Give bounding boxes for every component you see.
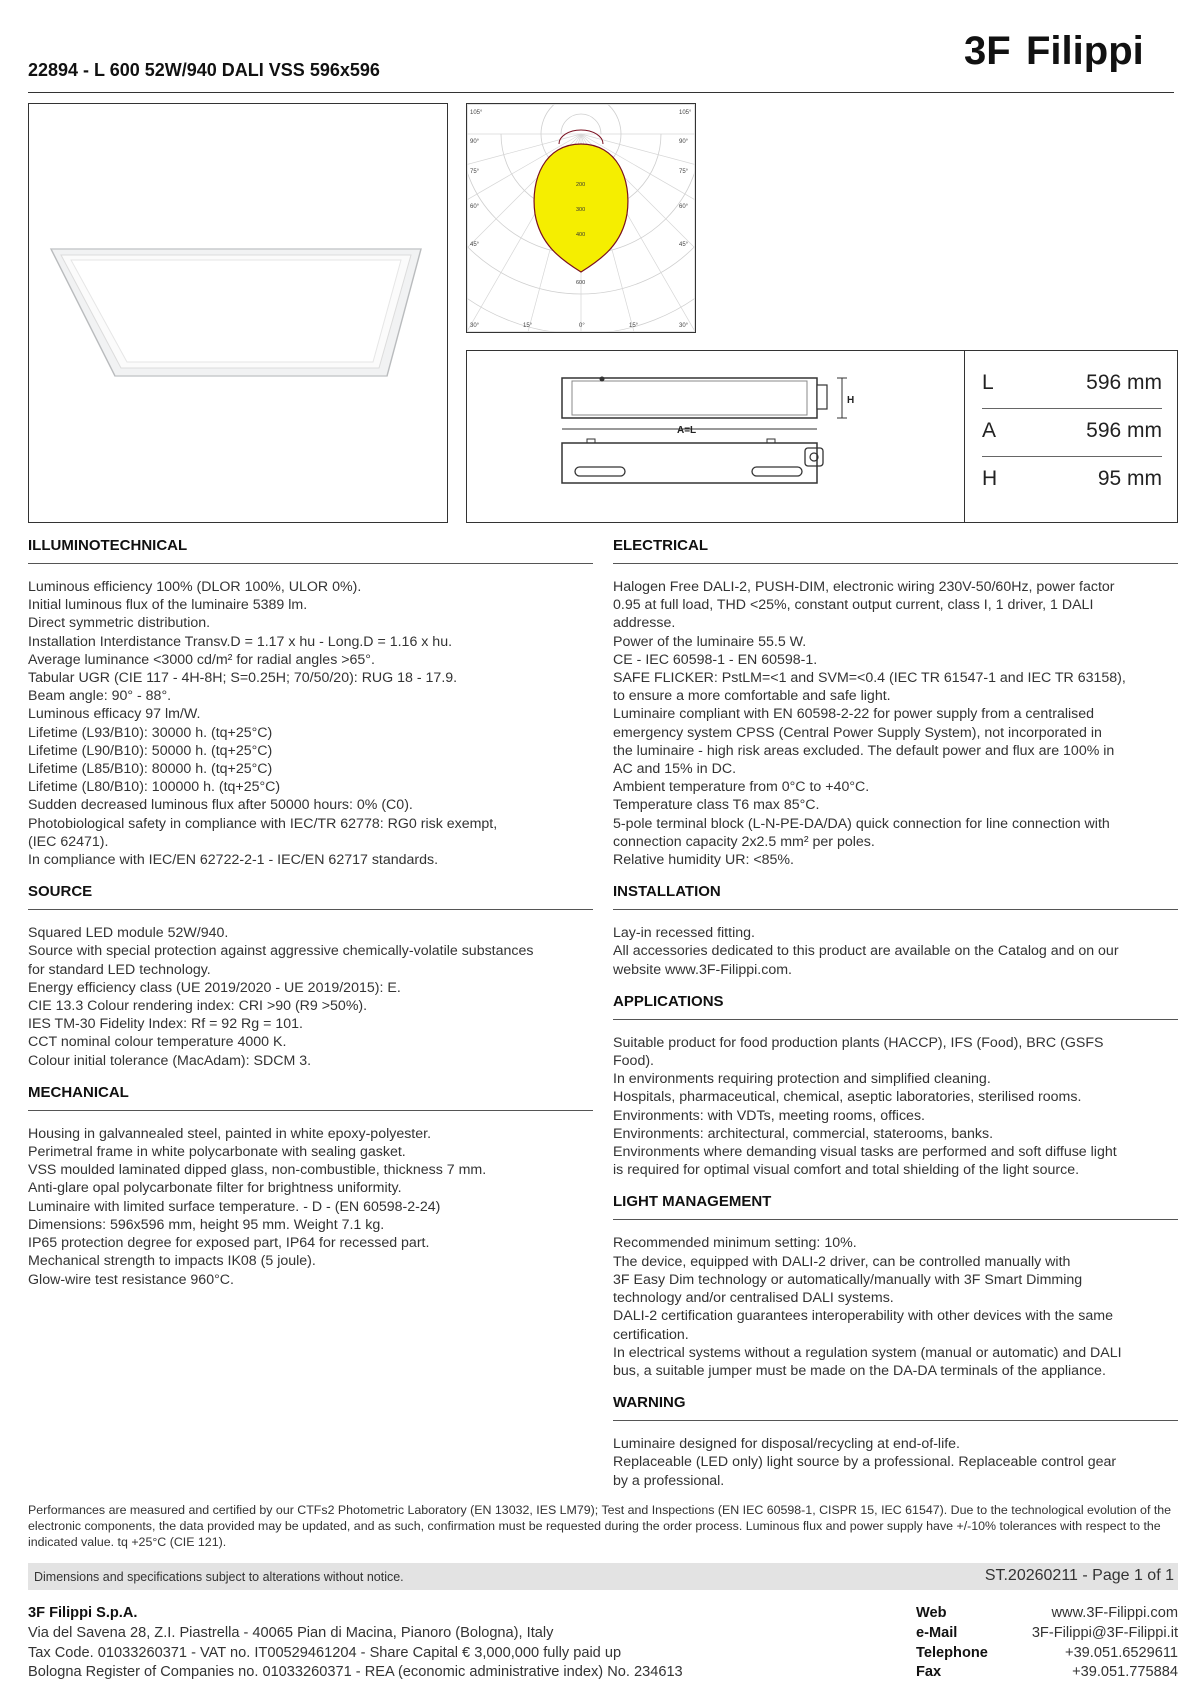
polar-angle-label: 105°	[679, 110, 692, 116]
spec-line: Squared LED module 52W/940.	[28, 925, 229, 942]
section-heading: MECHANICAL	[28, 1084, 593, 1111]
spec-line: DALI-2 certification guarantees interoperability with other devices with the same	[613, 1308, 1113, 1325]
spec-line: Recommended minimum setting: 10%.	[613, 1235, 857, 1252]
polar-angle-label: 90°	[470, 139, 480, 145]
polar-angle-label: 75°	[470, 169, 480, 175]
spec-line: Relative humidity UR: <85%.	[613, 852, 794, 869]
polar-radial-label: 400	[576, 232, 586, 238]
spec-line: IP65 protection degree for exposed part, IP64 for recessed part.	[28, 1235, 430, 1252]
polar-angle-label: 15°	[629, 323, 639, 329]
section-installation	[613, 883, 1178, 979]
spec-line: Replaceable (LED only) light source by a professional. Replaceable control gear	[613, 1454, 1117, 1471]
polar-angle-label: 30°	[679, 323, 689, 329]
spec-line: IES TM-30 Fidelity Index: Rf = 92 Rg = 101.	[28, 1016, 303, 1033]
section-heading: SOURCE	[28, 883, 593, 910]
polar-angle-label: 30°	[470, 323, 480, 329]
dimensions-frame	[466, 350, 1178, 523]
spec-line: certification.	[613, 1326, 689, 1343]
section-heading: APPLICATIONS	[613, 993, 1178, 1020]
spec-line: Average luminance <3000 cd/m² for radial angles >65°.	[28, 651, 375, 668]
spec-line: Initial luminous flux of the luminaire 5389 lm.	[28, 597, 308, 614]
label-h: H	[847, 395, 855, 406]
company-name: 3F Filippi S.p.A.	[28, 1605, 138, 1621]
left-column	[28, 537, 593, 1303]
spec-line: Perimetral frame in white polycarbonate with sealing gasket.	[28, 1144, 406, 1161]
spec-line: Source with special protection against aggressive chemically-volatile substances	[28, 943, 534, 960]
contact-email: e-Mail 3F-Filippi@3F-Filippi.it	[916, 1624, 1178, 1644]
spec-line: for standard LED technology.	[28, 961, 211, 978]
section-electrical	[613, 537, 1178, 869]
page-number: ST.20260211 - Page 1 of 1	[984, 1567, 1174, 1584]
spec-line: 0.95 at full load, THD <25%, constant output current, class I, 1 driver, 1 DALI	[613, 597, 1094, 614]
section-applications	[613, 993, 1178, 1180]
polar-diagram-frame	[466, 103, 696, 333]
polar-angle-label: 75°	[679, 169, 689, 175]
product-image-frame	[28, 103, 448, 523]
spec-line: Housing in galvannealed steel, painted in white epoxy-polyester.	[28, 1125, 432, 1142]
section-heading: LIGHT MANAGEMENT	[613, 1193, 1178, 1220]
spec-line: Environments: with VDTs, meeting rooms, offices.	[613, 1107, 925, 1124]
spec-line: Lay-in recessed fitting.	[613, 925, 755, 942]
spec-line: In environments requiring protection and simplified cleaning.	[613, 1071, 991, 1088]
section-source	[28, 883, 593, 1070]
spec-line: Direct symmetric distribution.	[28, 615, 211, 632]
spec-line: Suitable product for food production plants (HACCP), IFS (Food), BRC (GSFS	[613, 1034, 1104, 1051]
spec-line: Halogen Free DALI-2, PUSH-DIM, electronic wiring 230V-50/60Hz, power factor	[613, 579, 1115, 595]
spec-line: Luminaire with limited surface temperature. - D - (EN 60598-2-24)	[28, 1198, 441, 1215]
polar-angle-label: 60°	[679, 204, 689, 210]
spec-line: AC and 15% in DC.	[613, 761, 737, 778]
spec-line: Colour initial tolerance (MacAdam): SDCM 3.	[28, 1052, 312, 1069]
spec-line: Luminaire designed for disposal/recycling at end-of-life.	[613, 1436, 960, 1453]
section-heading: ILLUMINOTECHNICAL	[28, 537, 593, 564]
product-image	[29, 104, 447, 522]
spec-line: In electrical systems without a regulation system (manual or automatic) and DALI	[613, 1344, 1122, 1361]
spec-line: the luminaire - high risk areas excluded. The default power and flux are 100% in	[613, 742, 1115, 759]
spec-line: to ensure a more comfortable and safe light.	[613, 688, 891, 705]
dimension-row-l: L 596 mm	[982, 371, 1162, 394]
page-title: 22894 - L 600 52W/940 DALI VSS 596x596	[28, 60, 380, 80]
spec-line: Tabular UGR (CIE 117 - 4H-8H; S=0.25H; 70/50/20): RUG 18 - 17.9.	[28, 670, 458, 687]
spec-line: by a professional.	[613, 1472, 725, 1489]
spec-line: Dimensions: 596x596 mm, height 95 mm. Weight 7.1 kg.	[28, 1216, 385, 1233]
tax-line: Tax Code. 01033260371 - VAT no. IT00529461204 - Share Capital € 3,000,000 fully paid up	[28, 1644, 622, 1661]
polar-angle-label: 45°	[470, 242, 480, 248]
section-illuminotechnical	[28, 537, 593, 869]
spec-line: Luminaire compliant with EN 60598-2-22 for power supply from a centralised	[613, 706, 1095, 723]
header-rule	[28, 92, 1174, 93]
polar-ring	[561, 114, 601, 134]
performance-note: Performances are measured and certified by our CTFs2 Photometric Laboratory (EN 13032, IES LM79); Test and Inspections (EN IEC 60598-1, CISPR 15, IEC 61547). Due to the technological evolution of the electronic components, the data provided may be updated, and as such, confirmation must be requested during the order process. Luminous flux and power supply have +/-10% tolerances with respect to the indicated value. tq +25°C (CIE 121).	[28, 1503, 1172, 1549]
address-line: Via del Savena 28, Z.I. Piastrella - 40065 Pian di Macina, Pianoro (Bologna), Italy	[28, 1624, 554, 1641]
spec-line: Power of the luminaire 55.5 W.	[613, 633, 807, 650]
spec-line: The device, equipped with DALI-2 driver, can be controlled manually with	[613, 1253, 1071, 1270]
spec-line: Beam angle: 90° - 88°.	[28, 688, 172, 705]
polar-radial-label: 300	[576, 207, 586, 213]
spec-line: All accessories dedicated to this product are available on the Catalog and on our	[613, 943, 1119, 960]
logo-mark: 3F	[964, 29, 1011, 72]
label-al: A=L	[677, 425, 697, 436]
spec-line: technology and/or centralised DALI systems.	[613, 1290, 894, 1307]
section-heading: WARNING	[613, 1394, 1178, 1421]
polar-diagram	[467, 104, 695, 332]
polar-angle-label: 45°	[679, 242, 689, 248]
polar-angle-label: 15°	[523, 323, 533, 329]
logo-text: Filippi	[1026, 29, 1144, 72]
spec-line: Sudden decreased luminous flux after 50000 hours: 0% (C0).	[28, 797, 413, 814]
polar-radial-label: 600	[576, 280, 586, 286]
spec-line: Temperature class T6 max 85°C.	[613, 797, 820, 814]
spec-line: Luminous efficacy 97 lm/W.	[28, 706, 201, 723]
spec-line: CCT nominal colour temperature 4000 K.	[28, 1034, 287, 1051]
spec-line: Lifetime (L80/B10): 100000 h. (tq+25°C)	[28, 779, 281, 796]
section-heading: INSTALLATION	[613, 883, 1178, 910]
section-heading: ELECTRICAL	[613, 537, 1178, 564]
spec-line: Glow-wire test resistance 960°C.	[28, 1271, 234, 1288]
spec-line: Environments where demanding visual tasks are performed and soft diffuse light	[613, 1144, 1117, 1161]
spec-line: SAFE FLICKER: PstLM=<1 and SVM=<0.4 (IEC TR 61547-1 and IEC TR 63158),	[613, 670, 1126, 687]
polar-angle-label: 0°	[579, 323, 585, 329]
contact-web: Web www.3F-Filippi.com	[916, 1604, 1178, 1624]
spec-line: Anti-glare opal polycarbonate filter for brightness uniformity.	[28, 1180, 402, 1197]
spec-line: connection capacity 2x2.5 mm² per poles.	[613, 833, 875, 850]
section-warning	[613, 1394, 1178, 1490]
contact-telephone: Telephone +39.051.6529611	[916, 1644, 1178, 1661]
polar-angle-label: 90°	[679, 139, 689, 145]
polar-angle-label: 105°	[470, 110, 483, 116]
spec-line: Mechanical strength to impacts IK08 (5 joule).	[28, 1253, 316, 1270]
spec-line: Hospitals, pharmaceutical, chemical, aseptic laboratories, sterilised rooms.	[613, 1089, 1082, 1106]
spec-line: Food).	[613, 1053, 655, 1070]
spec-line: Photobiological safety in compliance with IEC/TR 62778: RG0 risk exempt,	[28, 815, 498, 832]
section-mechanical	[28, 1084, 593, 1289]
spec-line: is required for optimal visual comfort and total shielding of the light source.	[613, 1162, 1080, 1179]
dimension-drawing	[467, 351, 964, 522]
spec-line: CE - IEC 60598-1 - EN 60598-1.	[613, 651, 818, 668]
email-link[interactable]: 3F-Filippi@3F-Filippi.it	[1031, 1624, 1178, 1641]
company-logo	[964, 26, 1174, 72]
spec-line: Lifetime (L85/B10): 80000 h. (tq+25°C)	[28, 761, 273, 778]
spec-line: website www.3F-Filippi.com.	[613, 961, 792, 978]
contact-fax: Fax +39.051.775884	[916, 1664, 1178, 1681]
spec-line: Ambient temperature from 0°C to +40°C.	[613, 779, 870, 796]
notice-text: Dimensions and specifications subject to alterations without notice.	[34, 1570, 404, 1584]
section-light-management	[613, 1193, 1178, 1380]
spec-line: Lifetime (L93/B10): 30000 h. (tq+25°C)	[28, 724, 273, 741]
notice-bar	[28, 1563, 1178, 1590]
polar-radial-label: 200	[576, 182, 586, 188]
footer-contacts	[916, 1604, 1178, 1683]
spec-line: Installation Interdistance Transv.D = 1.17 x hu - Long.D = 1.16 x hu.	[28, 633, 453, 650]
spec-line: 3F Easy Dim technology or automatically/manually with 3F Smart Dimming	[613, 1271, 1083, 1288]
spec-line: VSS moulded laminated dipped glass, non-combustible, thickness 7 mm.	[28, 1162, 487, 1179]
spec-line: Luminous efficiency 100% (DLOR 100%, ULOR 0%).	[28, 579, 362, 595]
spec-line: Lifetime (L90/B10): 50000 h. (tq+25°C)	[28, 742, 273, 759]
web-link[interactable]: www.3F-Filippi.com	[1051, 1605, 1178, 1621]
spec-line: 5-pole terminal block (L-N-PE-DA/DA) quick connection for line connection with	[613, 815, 1110, 832]
dimension-row-a: A 596 mm	[982, 419, 1162, 442]
spec-line: Environments: architectural, commercial, staterooms, banks.	[613, 1125, 994, 1142]
spec-line: addresse.	[613, 615, 676, 632]
spec-line: In compliance with IEC/EN 62722-2-1 - IEC/EN 62717 standards.	[28, 852, 439, 869]
spec-line: (IEC 62471).	[28, 833, 109, 850]
dimension-row-h: H 95 mm	[982, 467, 1162, 490]
right-column	[613, 537, 1178, 1504]
spec-line: bus, a suitable jumper must be made on the DA-DA terminals of the appliance.	[613, 1362, 1106, 1379]
polar-angle-label: 60°	[470, 204, 480, 210]
spec-line: CIE 13.3 Colour rendering index: CRI >90 (R9 >50%).	[28, 998, 368, 1015]
spec-line: emergency system CPSS (Central Power Supply System), not incorporated in	[613, 724, 1102, 741]
footer-company	[28, 1604, 888, 1683]
register-line: Bologna Register of Companies no. 01033260371 - REA (economic administrative index) No. 234613	[28, 1664, 683, 1681]
spec-line: Energy efficiency class (UE 2019/2020 - UE 2019/2015): E.	[28, 979, 401, 996]
